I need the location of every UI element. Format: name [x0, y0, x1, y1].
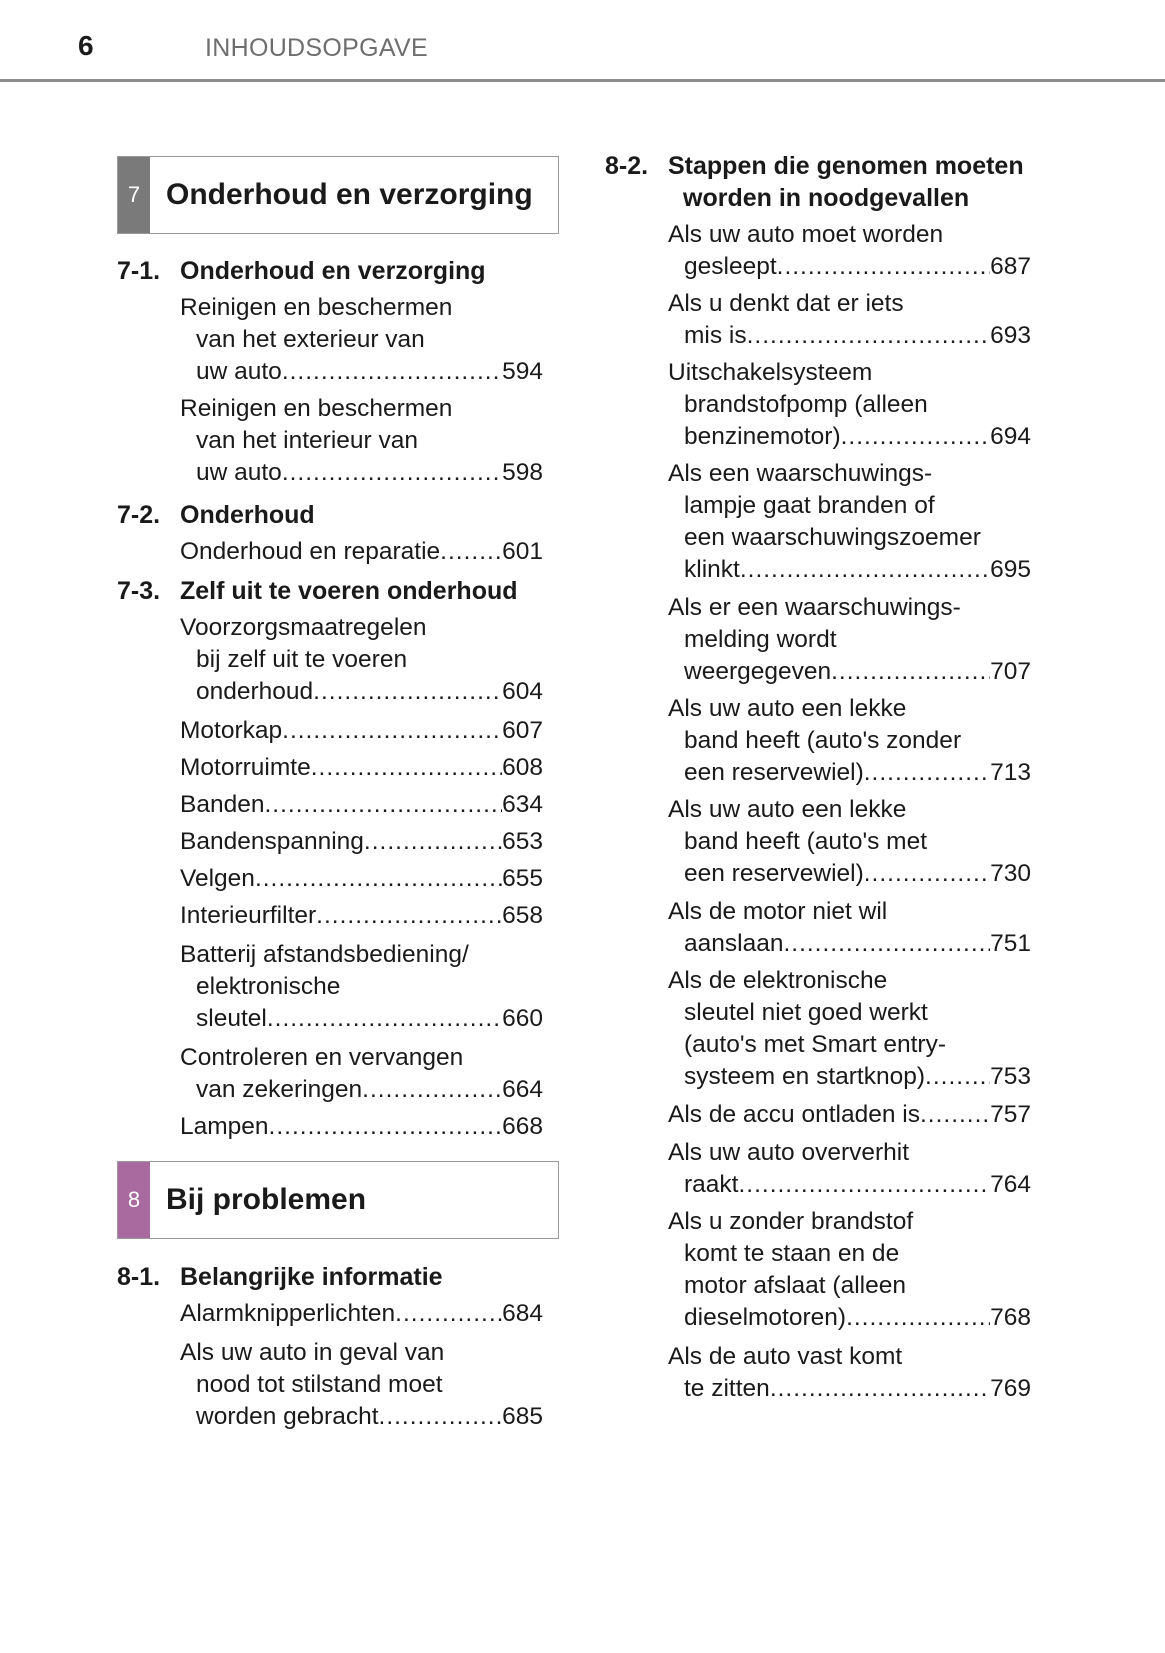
page-ref: 694: [990, 423, 1031, 450]
section-title: Stappen die genomen moeten: [668, 152, 1024, 180]
toc-entry[interactable]: [180, 292, 543, 388]
entry-text: Als uw auto oververhit: [668, 1139, 910, 1166]
entry-text: een reservewiel): [684, 860, 864, 887]
page-ref: 655: [502, 865, 543, 892]
toc-entry[interactable]: [668, 1137, 1031, 1201]
entry-text: Motorkap: [180, 717, 283, 744]
chapter-number-badge: 8: [118, 1162, 150, 1238]
page-ref: 764: [990, 1171, 1031, 1198]
toc-entry[interactable]: [180, 1337, 543, 1433]
entry-text: (auto's met Smart entry-: [684, 1031, 946, 1058]
entry-text: Motorruimte: [180, 754, 311, 781]
page-ref: 668: [502, 1113, 543, 1140]
toc-entry[interactable]: [668, 794, 1031, 890]
section-title: Belangrijke informatie: [180, 1263, 443, 1291]
toc-entry[interactable]: [668, 288, 1031, 352]
entry-text: komt te staan en de: [684, 1240, 900, 1267]
toc-entry[interactable]: [668, 965, 1031, 1093]
entry-text: Voorzorgsmaatregelen: [180, 614, 427, 641]
dot-leader: [282, 715, 502, 747]
entry-text: van zekeringen: [196, 1076, 363, 1103]
entry-text: Als uw auto een lekke: [668, 796, 907, 823]
entry-text: van het exterieur van: [196, 326, 425, 353]
entry-text: Interieurfilter: [180, 902, 317, 929]
entry-text: bij zelf uit te voeren: [196, 646, 408, 673]
entry-text: brandstofpomp (alleen: [684, 391, 928, 418]
section-7-3[interactable]: [117, 575, 518, 607]
page-ref: 684: [502, 1300, 543, 1327]
section-8-1[interactable]: [117, 1261, 443, 1293]
entry-text: motor afslaat (alleen: [684, 1272, 906, 1299]
dot-leader: [846, 1302, 990, 1334]
entry-text: uw auto: [196, 358, 282, 385]
page-ref: 653: [502, 828, 543, 855]
entry-text: Controleren en vervangen: [180, 1044, 464, 1071]
toc-entry[interactable]: [180, 536, 543, 568]
page-header: [0, 0, 1165, 82]
dot-leader: [316, 900, 502, 932]
section-8-2[interactable]: [605, 150, 1024, 214]
dot-leader: [747, 320, 991, 352]
entry-text: Als uw auto een lekke: [668, 695, 907, 722]
toc-entry[interactable]: [668, 592, 1031, 688]
toc-entry[interactable]: [180, 826, 543, 858]
entry-text: Reinigen en beschermen: [180, 395, 453, 422]
entry-text: nood tot stilstand moet: [196, 1371, 443, 1398]
chapter-8-header[interactable]: [117, 1161, 559, 1239]
dot-leader: [440, 536, 502, 568]
dot-leader: [282, 457, 502, 489]
entry-text: een waarschuwingszoemer: [684, 524, 981, 551]
dot-leader: [269, 1111, 503, 1143]
entry-text: Banden: [180, 791, 265, 818]
page-ref: 658: [502, 902, 543, 929]
section-number: 8-2.: [605, 152, 649, 180]
chapter-7-header[interactable]: [117, 156, 559, 234]
entry-text: aanslaan: [684, 930, 784, 957]
page-number: 6: [78, 30, 94, 61]
toc-entry[interactable]: [180, 863, 543, 895]
section-7-2[interactable]: [117, 499, 315, 531]
dot-leader: [313, 676, 502, 708]
page-ref: 707: [990, 658, 1031, 685]
dot-leader: [267, 1003, 502, 1035]
toc-entry[interactable]: [668, 896, 1031, 960]
page-ref: 730: [990, 860, 1031, 887]
dot-leader: [311, 752, 502, 784]
dot-leader: [783, 928, 990, 960]
dot-leader: [282, 356, 502, 388]
page-ref: 693: [990, 322, 1031, 349]
entry-text: Als u zonder brandstof: [668, 1208, 914, 1235]
page-ref: 768: [990, 1304, 1031, 1331]
page-ref: 608: [502, 754, 543, 781]
toc-entry[interactable]: [668, 357, 1031, 453]
entry-text: Als u denkt dat er iets: [668, 290, 904, 317]
chapter-title: Onderhoud en verzorging: [166, 178, 533, 211]
dot-leader: [920, 1099, 990, 1131]
entry-text: Als een waarschuwings-: [668, 460, 933, 487]
dot-leader: [738, 1169, 990, 1201]
page-ref: 660: [502, 1005, 543, 1032]
toc-entry[interactable]: [180, 715, 543, 747]
entry-text: Lampen: [180, 1113, 269, 1140]
toc-entry[interactable]: [180, 1111, 543, 1143]
entry-text: sleutel: [196, 1005, 267, 1032]
dot-leader: [740, 554, 990, 586]
entry-text: melding wordt: [684, 626, 837, 653]
dot-leader: [841, 421, 991, 453]
dot-leader: [364, 826, 502, 858]
entry-text: Alarmknipperlichten: [180, 1300, 396, 1327]
chapter-title: Bij problemen: [166, 1183, 367, 1216]
page-ref: 751: [990, 930, 1031, 957]
section-number: 8-1.: [117, 1263, 161, 1291]
entry-text: band heeft (auto's met: [684, 828, 928, 855]
page-ref: 769: [990, 1375, 1031, 1402]
section-title: worden in noodgevallen: [683, 184, 970, 212]
section-number: 7-2.: [117, 501, 161, 529]
dot-leader: [255, 863, 502, 895]
toc-entry[interactable]: [180, 393, 543, 489]
toc-entry[interactable]: [180, 752, 543, 784]
chapter-number-badge: 7: [118, 157, 150, 233]
entry-text: Als uw auto moet worden: [668, 221, 944, 248]
toc-entry[interactable]: [180, 939, 543, 1035]
page-ref: 594: [502, 358, 543, 385]
entry-text: Reinigen en beschermen: [180, 294, 453, 321]
dot-leader: [264, 789, 502, 821]
entry-text: systeem en startknop): [684, 1063, 926, 1090]
entry-text: worden gebracht: [196, 1403, 379, 1430]
toc-entry[interactable]: [668, 219, 1031, 283]
entry-text: band heeft (auto's zonder: [684, 727, 962, 754]
page-ref: 601: [502, 538, 543, 565]
dot-leader: [777, 251, 990, 283]
page-ref: 757: [990, 1101, 1031, 1128]
toc-entry[interactable]: [180, 1298, 543, 1330]
entry-text: Als de auto vast komt: [668, 1343, 903, 1370]
section-number: 7-1.: [117, 257, 161, 285]
dot-leader: [864, 858, 990, 890]
page-ref: 598: [502, 459, 543, 486]
toc-entry[interactable]: [668, 1099, 1031, 1131]
entry-text: Als de motor niet wil: [668, 898, 888, 925]
toc-entry[interactable]: [180, 612, 543, 708]
entry-text: elektronische: [196, 973, 341, 1000]
section-title: Zelf uit te voeren onderhoud: [180, 577, 518, 605]
entry-text: gesleept: [684, 253, 777, 280]
section-7-1[interactable]: [117, 255, 486, 287]
page-ref: 664: [502, 1076, 543, 1103]
toc-entry[interactable]: [180, 900, 543, 932]
entry-text: benzinemotor): [684, 423, 841, 450]
page-ref: 753: [990, 1063, 1031, 1090]
entry-text: Velgen: [180, 865, 255, 892]
page-ref: 634: [502, 791, 543, 818]
page-ref: 685: [502, 1403, 543, 1430]
page-ref: 604: [502, 678, 543, 705]
dot-leader: [864, 757, 990, 789]
entry-text: klinkt: [684, 556, 740, 583]
entry-text: raakt: [684, 1171, 739, 1198]
entry-text: mis is: [684, 322, 747, 349]
entry-text: uw auto: [196, 459, 282, 486]
dot-leader: [770, 1373, 990, 1405]
entry-text: Als uw auto in geval van: [180, 1339, 445, 1366]
toc-entry[interactable]: [668, 1206, 1031, 1334]
entry-text: Uitschakelsysteem: [668, 359, 873, 386]
header-title: INHOUDSOPGAVE: [205, 34, 428, 62]
entry-text: dieselmotoren): [684, 1304, 847, 1331]
dot-leader: [395, 1298, 502, 1330]
entry-text: Batterij afstandsbediening/: [180, 941, 469, 968]
entry-text: van het interieur van: [196, 427, 418, 454]
toc-entry[interactable]: [668, 1341, 1031, 1405]
entry-text: te zitten: [684, 1375, 770, 1402]
entry-text: Als de elektronische: [668, 967, 888, 994]
entry-text: weergegeven: [684, 658, 832, 685]
page-ref: 695: [990, 556, 1031, 583]
dot-leader: [362, 1074, 502, 1106]
toc-entry[interactable]: [180, 1042, 543, 1106]
page-ref: 607: [502, 717, 543, 744]
section-title: Onderhoud: [180, 501, 315, 529]
dot-leader: [925, 1061, 990, 1093]
toc-entry[interactable]: [668, 458, 1031, 586]
entry-text: sleutel niet goed werkt: [684, 999, 928, 1026]
entry-text: Als de accu ontladen is: [668, 1101, 920, 1128]
section-title: Onderhoud en verzorging: [180, 257, 486, 285]
toc-entry[interactable]: [668, 693, 1031, 789]
toc-entry[interactable]: [180, 789, 543, 821]
dot-leader: [831, 656, 990, 688]
entry-text: Bandenspanning: [180, 828, 364, 855]
entry-text: een reservewiel): [684, 759, 864, 786]
entry-text: lampje gaat branden of: [684, 492, 935, 519]
entry-text: Als er een waarschuwings-: [668, 594, 961, 621]
page-ref: 687: [990, 253, 1031, 280]
dot-leader: [379, 1401, 503, 1433]
section-number: 7-3.: [117, 577, 161, 605]
entry-text: onderhoud: [196, 678, 314, 705]
entry-text: Onderhoud en reparatie: [180, 538, 441, 565]
page-ref: 713: [990, 759, 1031, 786]
